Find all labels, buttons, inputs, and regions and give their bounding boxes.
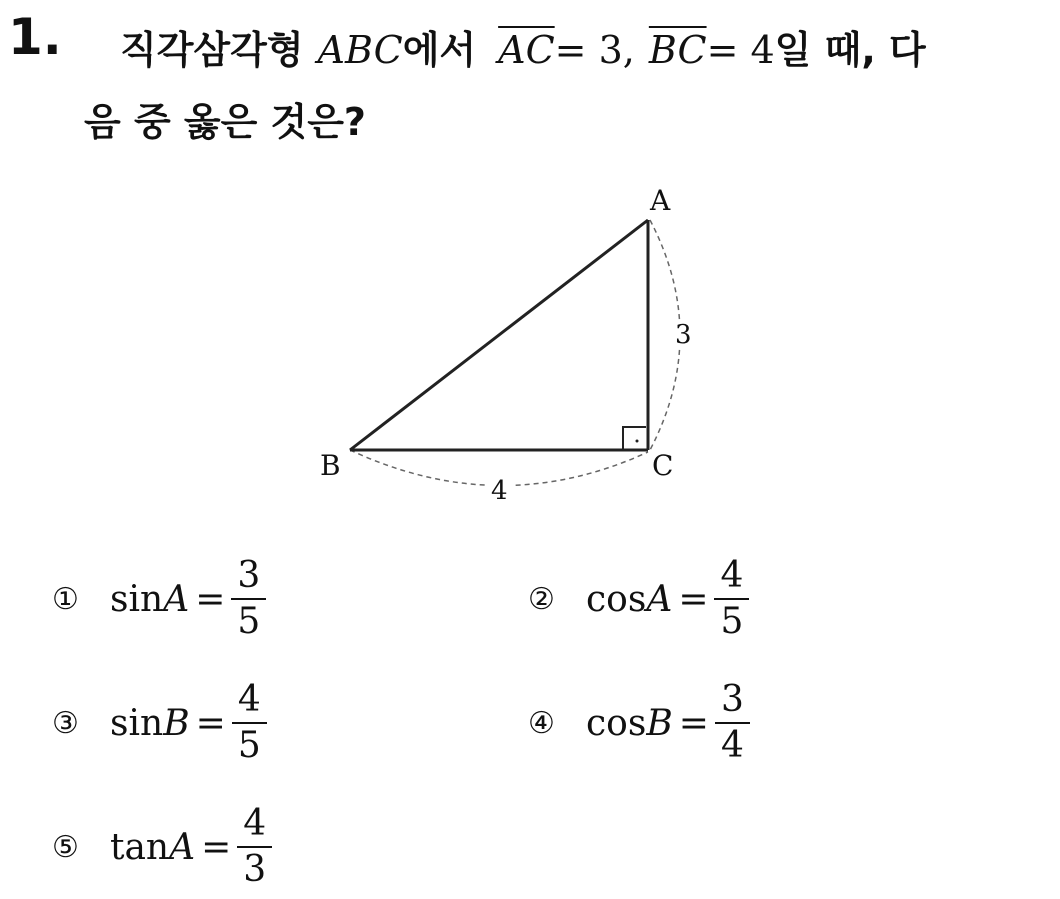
- right-angle-dot: [636, 440, 639, 443]
- choice-marker: ⑤: [52, 829, 79, 865]
- choice-marker: ③: [52, 705, 79, 741]
- fraction: [232, 679, 267, 766]
- numerator: 4: [720, 555, 744, 596]
- choice-marker: ④: [528, 705, 555, 741]
- equals-sign: =: [195, 702, 226, 744]
- triangle-diagram: [300, 175, 720, 515]
- angle-variable: A: [169, 826, 196, 868]
- trig-function: tan: [110, 826, 170, 868]
- denominator: 4: [720, 725, 744, 766]
- trig-function: sin: [110, 578, 164, 620]
- angle-variable: B: [163, 702, 190, 744]
- angle-variable: A: [163, 578, 190, 620]
- numerator: 4: [243, 803, 267, 844]
- trig-function: sin: [110, 702, 164, 744]
- choice-marker: ②: [528, 581, 555, 617]
- choice-5[interactable]: [52, 803, 272, 890]
- vertex-a-label: A: [650, 184, 671, 217]
- numerator: 3: [720, 679, 744, 720]
- choice-4[interactable]: [528, 679, 750, 766]
- denominator: 5: [237, 601, 261, 642]
- denominator: 5: [237, 725, 261, 766]
- angle-variable: A: [646, 578, 673, 620]
- choice-1[interactable]: [52, 555, 266, 642]
- side-bc-length: 4: [491, 476, 508, 506]
- fraction: [715, 679, 750, 766]
- question-text-1: 직각삼각형: [120, 28, 304, 72]
- numerator: 3: [237, 555, 261, 596]
- choice-3[interactable]: [52, 679, 267, 766]
- trig-function: cos: [586, 578, 647, 620]
- choice-2[interactable]: [528, 555, 749, 642]
- equals-3: = 3,: [554, 28, 635, 72]
- fraction: [714, 555, 749, 642]
- fraction: [237, 803, 272, 890]
- equals-sign: =: [678, 702, 709, 744]
- right-angle-mark: [623, 427, 646, 450]
- denominator: 3: [243, 849, 267, 890]
- equals-sign: =: [678, 578, 709, 620]
- question-line-1: [120, 28, 926, 74]
- choice-marker: ①: [52, 581, 79, 617]
- equals-4: = 4: [706, 28, 775, 72]
- vertex-b-label: B: [320, 449, 341, 482]
- segment-bc: $\overline{BC}$: [648, 28, 707, 72]
- segment-ac: $\overline{AC}$: [498, 28, 555, 72]
- question-number: 1.: [8, 8, 62, 66]
- triangle-name: ABC: [317, 28, 403, 72]
- question-line-2: 음 중 옳은 것은?: [84, 100, 366, 144]
- angle-variable: B: [646, 702, 673, 744]
- side-ab: [350, 220, 648, 450]
- side-ac-length: 3: [675, 320, 692, 350]
- equals-sign: =: [201, 826, 232, 868]
- question-text-3: 일 때, 다: [774, 28, 926, 72]
- question-text-2: 에서: [402, 28, 477, 72]
- trig-function: cos: [586, 702, 647, 744]
- fraction: [231, 555, 266, 642]
- numerator: 4: [237, 679, 261, 720]
- denominator: 5: [720, 601, 744, 642]
- vertex-c-label: C: [652, 449, 674, 482]
- equals-sign: =: [195, 578, 226, 620]
